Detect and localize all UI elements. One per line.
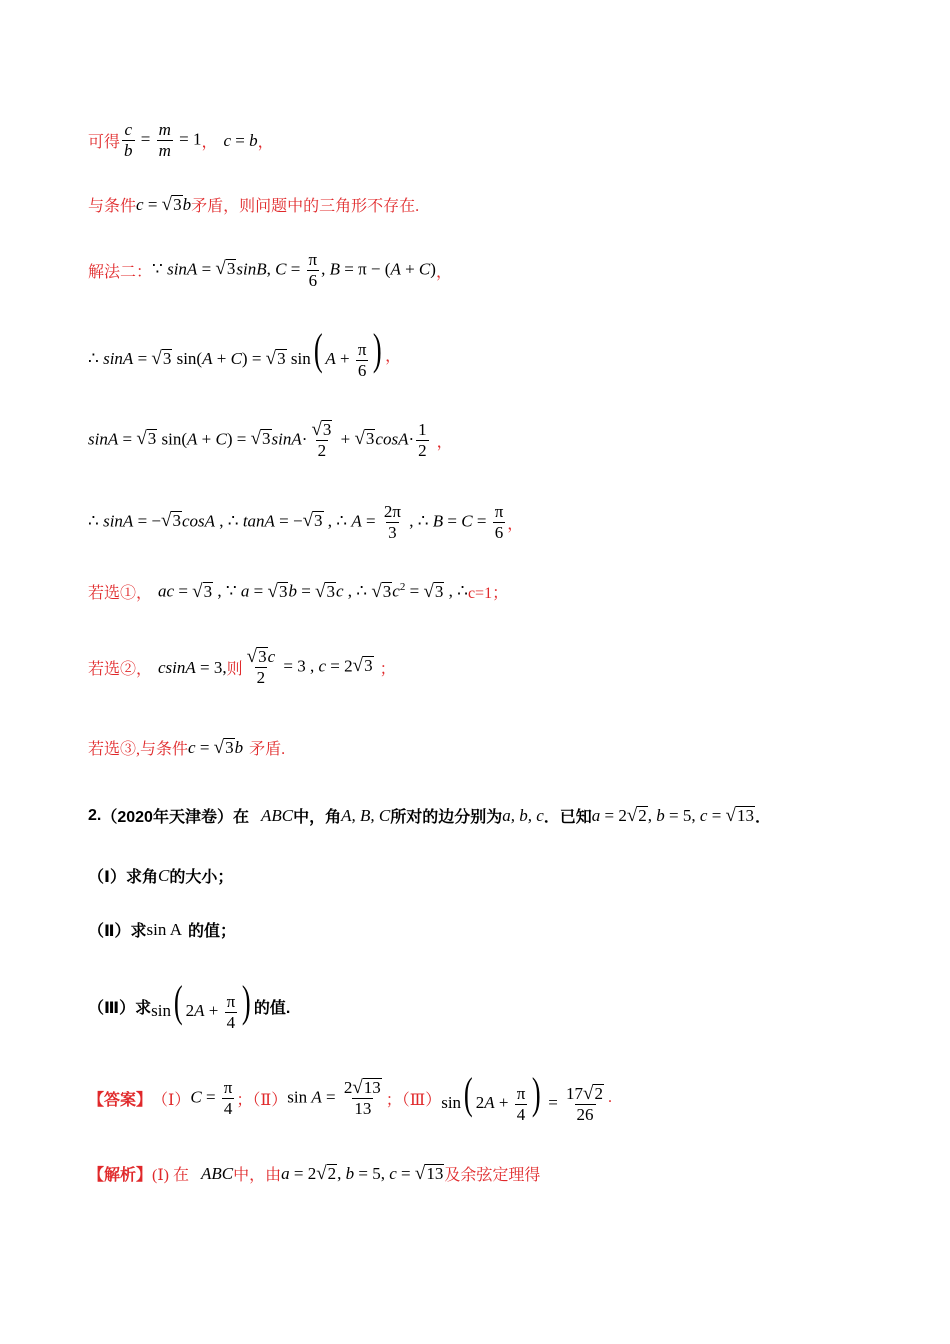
line-tail: ， xyxy=(435,264,452,281)
answer-tag: 【答案】 xyxy=(88,1091,153,1109)
given-values: a = 2 √ 2 , b = 5, c = √ 13 xyxy=(591,804,754,826)
line-tail: ； xyxy=(379,661,396,678)
math-expression: $\frac{c}{b}$ = $\frac{m}{m}$ = 1 xyxy=(124,120,202,160)
math-expression: sinA = √ 3 sin(A + C) = √ 3 sinA· √ 3 2 + √ 3 cosA· $\frac{1}{2}$ xyxy=(88,419,427,460)
line-prefix: 解法二： xyxy=(88,264,153,281)
line-prefix: 若选②， xyxy=(88,661,153,678)
analysis-line: 【解析】 (Ⅰ) 在 ABC 中，由 a = 2 √ 2 , b = 5, c = √ 13 及余弦定理得 xyxy=(88,1162,541,1184)
line-prefix: 若选③, xyxy=(88,741,141,758)
line-prefix: 与条件 xyxy=(88,198,137,215)
math-expression: c = √ 3 b xyxy=(188,736,244,758)
question-1: （Ⅰ）求角 C 的大小； xyxy=(88,865,234,886)
question-3: （Ⅲ）求 sin( 2A + $\frac{\pi}{4}$ ) 的值. xyxy=(88,977,291,1032)
solution-line-5 xyxy=(88,420,453,461)
math-expression: sin( 2A + $\frac{\pi}{4}$ ) xyxy=(151,977,251,1032)
solution-line-7 xyxy=(88,580,508,603)
line-suffix: 矛盾. xyxy=(249,741,286,758)
solution-line-3 xyxy=(88,250,452,291)
problem-statement: 2. （2020年天津卷）在 ABC 中，角 A, B, C 所对的边分别为 a, b, c ．已知 a = 2 √ 2 , b = 5, c = √ 13 ． xyxy=(88,804,771,826)
answer-line: 【答案】 （Ⅰ） C = $\frac{\pi}{4}$ ；（Ⅱ） sin A = 2 √ 13 13 ；（Ⅲ） sin( 2A + $\frac{\pi}{4}$ ) = 17 √ 2 26 . xyxy=(88,1069,612,1124)
solution-line-2 xyxy=(88,193,419,216)
line-prefix: 可得 xyxy=(88,134,121,151)
solution-line-4 xyxy=(88,325,402,381)
line-tail: ， xyxy=(257,134,274,151)
line-suffix: 矛盾，则问题中的三角形不存在. xyxy=(191,198,420,215)
sides: a, b, c xyxy=(502,805,544,825)
solution-line-1: 可得 $\frac{c}{b}$ = $\frac{m}{m}$ = 1 ， c = b ， xyxy=(88,120,274,160)
line-tail: c=1； xyxy=(467,585,509,602)
question-2: （Ⅱ）求 sin A 的值； xyxy=(88,919,236,940)
math-expression: csinA = 3, xyxy=(158,657,227,677)
line-tail: ， xyxy=(436,434,453,451)
problem-number: 2. xyxy=(88,806,102,824)
solution-line-9: 若选③, 与条件 c = √ 3 b 矛盾. xyxy=(88,736,286,758)
triangle-name: ABC xyxy=(260,805,294,825)
line-tail: ， xyxy=(507,516,524,533)
math-expression: ∴ sinA = √ 3 sin(A + C) = √ 3 sin( A + $\frac{\pi}{6}$ ) xyxy=(88,325,383,380)
math-expression: c = √ 3 b xyxy=(136,193,192,215)
solution-line-8: 若选②， csinA = 3, 则 √ 3 c 2 = 3 , c = 2 √ 3 ； xyxy=(88,646,396,687)
math-expression: ∵ sinA = √ 3 sinB, C = $\frac{\pi}{6}$ , B = π − (A + C) xyxy=(152,250,436,290)
solution-line-6 xyxy=(88,502,523,543)
analysis-tag: 【解析】 xyxy=(88,1167,153,1184)
angles: A, B, C xyxy=(341,805,391,825)
math-expression: ∴ sinA = − √ 3 cosA , ∴ tanA = − √ 3 , ∴ A = $\frac{2\pi}{3}$ , ∴ B = C = $\frac{\pi}{6}$ xyxy=(88,502,504,542)
line-tail: ， xyxy=(385,347,402,365)
math-expression: ac = √ 3 , ∵ a = √ 3 b = √ 3 c , ∴ √ 3 $c^2$ = √ 3 , ∴ xyxy=(158,580,468,602)
line-prefix: 若选①， xyxy=(88,585,153,602)
problem-source: （2020年天津卷）在 xyxy=(101,809,249,826)
